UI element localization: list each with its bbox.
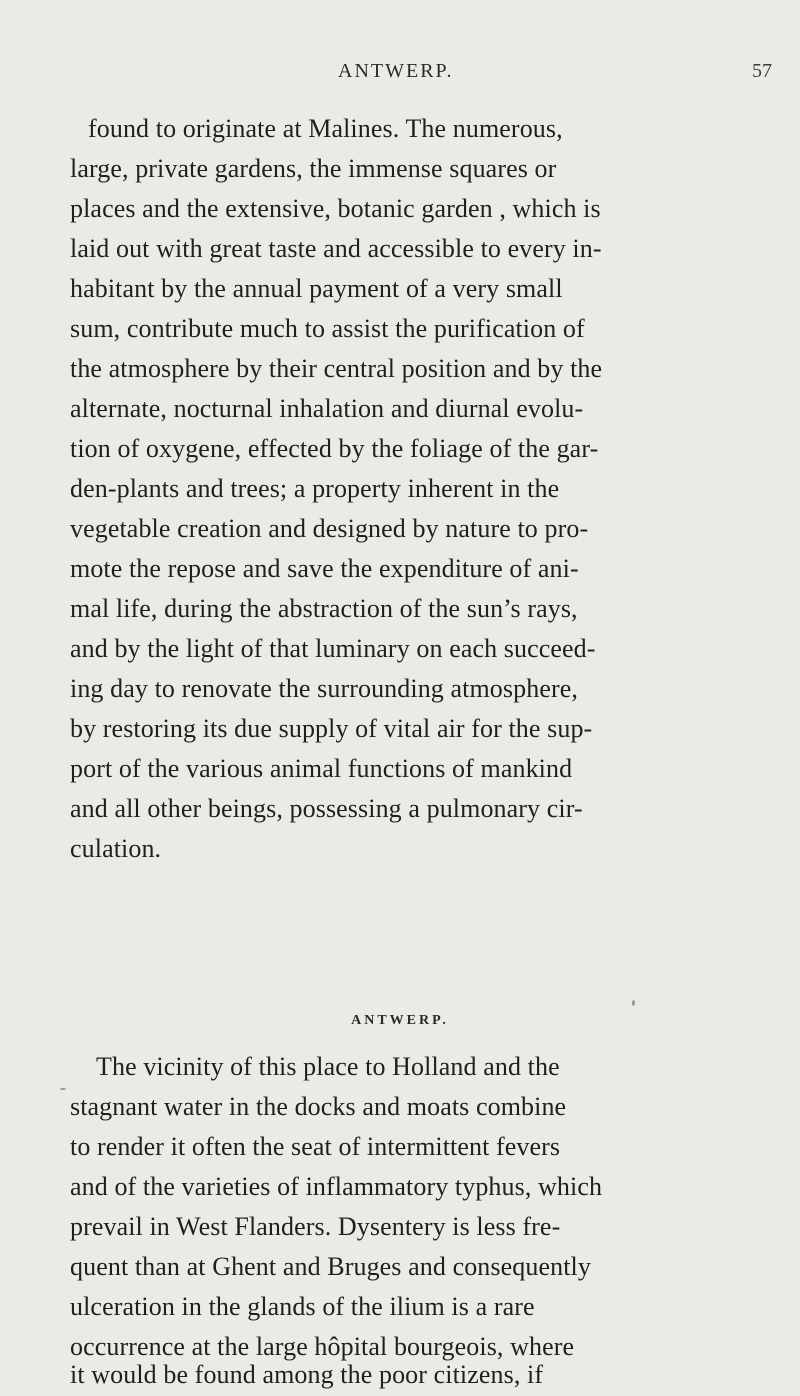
text-line: sum, contribute much to assist the purification of xyxy=(70,314,585,343)
text-line: laid out with great taste and accessible to every in- xyxy=(70,234,602,263)
text-line: culation. xyxy=(70,834,162,863)
text-line: stagnant water in the docks and moats combine xyxy=(70,1092,567,1121)
text-line: The vicinity of this place to Holland and the xyxy=(96,1052,560,1081)
text-line: habitant by the annual payment of a very small xyxy=(70,274,563,303)
text-line: port of the various animal functions of mankind xyxy=(70,754,573,783)
section-heading: ANTWERP. xyxy=(351,1013,449,1028)
text-line: by restoring its due supply of vital air for the sup- xyxy=(70,714,593,743)
text-line: mote the repose and save the expenditure of ani- xyxy=(70,554,579,583)
page-number: 57 xyxy=(752,60,772,82)
text-line: tion of oxygene, effected by the foliage of the gar- xyxy=(70,434,599,463)
text-line: prevail in West Flanders. Dysentery is less fre- xyxy=(70,1212,561,1241)
running-title: ANTWERP. xyxy=(338,60,454,82)
text-line: ing day to renovate the surrounding atmosphere, xyxy=(70,674,578,703)
text-line: to render it often the seat of intermittent fevers xyxy=(70,1132,561,1161)
text-line: it would be found among the poor citizens, if xyxy=(70,1360,544,1389)
text-line: large, private gardens, the immense squares or xyxy=(70,154,557,183)
text-line: and all other beings, possessing a pulmonary cir- xyxy=(70,794,583,823)
text-line: ulceration in the glands of the ilium is a rare xyxy=(70,1292,535,1321)
text-line: places and the extensive, botanic garden , which is xyxy=(70,194,601,223)
text-line: the atmosphere by their central position and by the xyxy=(70,354,603,383)
text-line: and by the light of that luminary on each succeed- xyxy=(70,634,596,663)
text-line: vegetable creation and designed by nature to pro- xyxy=(70,514,589,543)
text-line: found to originate at Malines. The numerous, xyxy=(88,114,563,143)
text-line: and of the varieties of inflammatory typhus, which xyxy=(70,1172,603,1201)
paper-smudge xyxy=(60,1088,66,1090)
running-head xyxy=(0,60,800,90)
text-line: den-plants and trees; a property inherent in the xyxy=(70,474,560,503)
text-line: quent than at Ghent and Bruges and consequently xyxy=(70,1252,591,1281)
text-line: mal life, during the abstraction of the sun’s rays, xyxy=(70,594,578,623)
paper-smudge xyxy=(632,1000,635,1006)
text-line: occurrence at the large hôpital bourgeois, where xyxy=(70,1332,575,1361)
text-line: alternate, nocturnal inhalation and diurnal evolu- xyxy=(70,394,584,423)
